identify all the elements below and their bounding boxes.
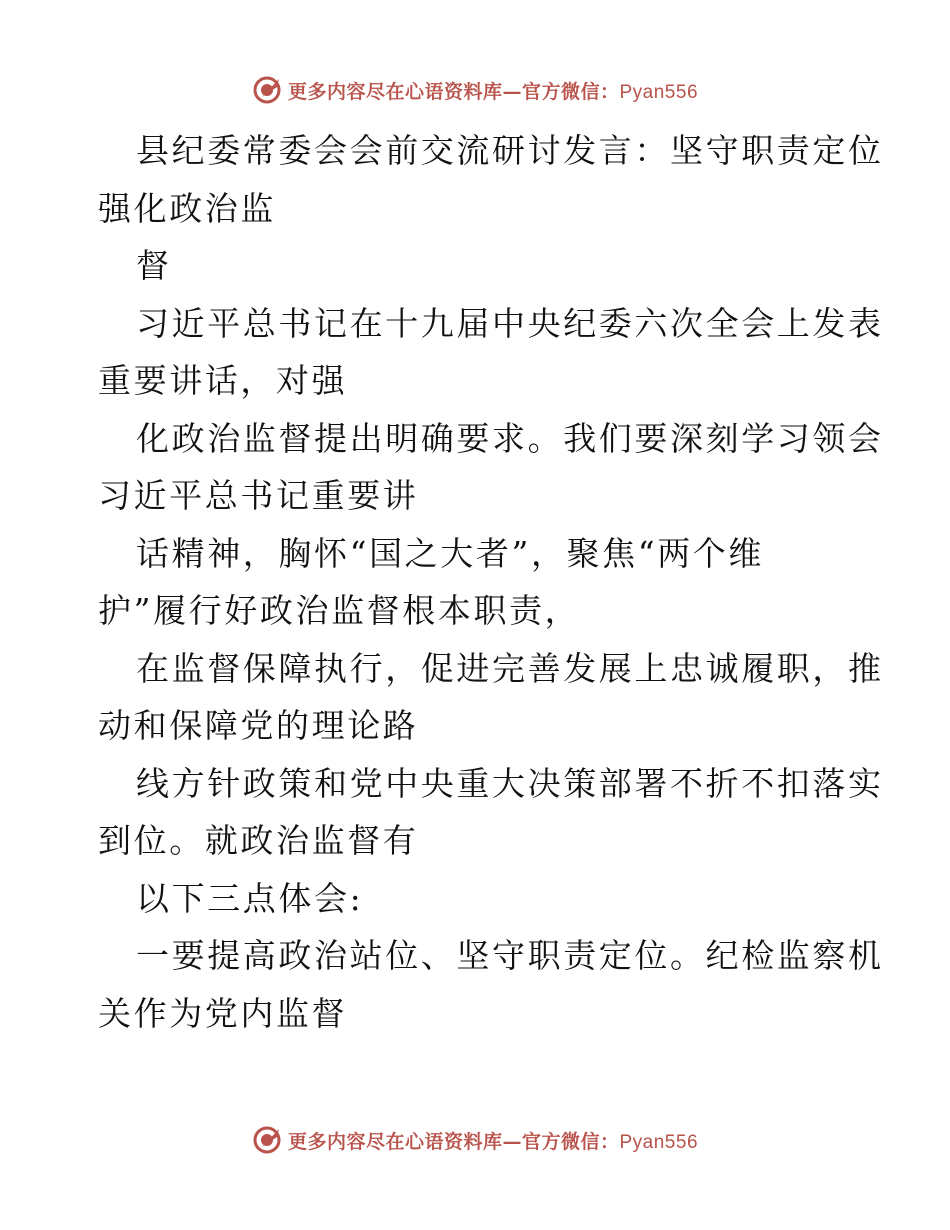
watermark-text (288, 77, 698, 104)
doc-line: 线方针政策和党中央重大决策部署不折不扣落实 (136, 763, 884, 803)
doc-line: 习近平总书记重要讲 (98, 476, 419, 515)
watermark-label: 更多内容尽在心语资料库—官方微信： (287, 80, 620, 103)
doc-line: 习近平总书记在十九届中央纪委六次全会上发表 (136, 303, 884, 343)
doc-line: 督 (136, 246, 172, 285)
doc-line: 到位。就政治监督有 (98, 821, 419, 860)
doc-line: 在监督保障执行，促进完善发展上忠诚履职，推 (136, 648, 884, 688)
doc-line: 动和保障党的理论路 (98, 706, 419, 745)
quill-logo-icon (252, 1125, 282, 1155)
watermark-text (288, 1127, 698, 1154)
doc-line: 化政治监督提出明确要求。我们要深刻学习领会 (136, 418, 884, 458)
doc-line: 以下三点体会: (136, 878, 364, 918)
quill-logo-icon (252, 75, 282, 105)
header-watermark (0, 70, 950, 110)
watermark-wechat-id: Pyan556 (619, 81, 699, 103)
doc-line: 话精神，胸怀“国之大者”，聚焦“两个维 (136, 533, 765, 573)
watermark-wechat-id: Pyan556 (619, 1131, 699, 1153)
doc-line: 一要提高政治站位、坚守职责定位。纪检监察机 (136, 936, 884, 975)
footer-watermark (0, 1120, 950, 1160)
doc-line: 关作为党内监督 (98, 993, 348, 1033)
document-body (98, 122, 884, 1042)
doc-line: 县纪委常委会会前交流研讨发言：坚守职责定位 (136, 131, 884, 170)
doc-line: 强化政治监 (98, 188, 276, 228)
doc-line: 重要讲话，对强 (98, 361, 348, 400)
doc-line: 护”履行好政治监督根本职责， (98, 591, 581, 630)
watermark-label: 更多内容尽在心语资料库—官方微信： (287, 1130, 620, 1153)
